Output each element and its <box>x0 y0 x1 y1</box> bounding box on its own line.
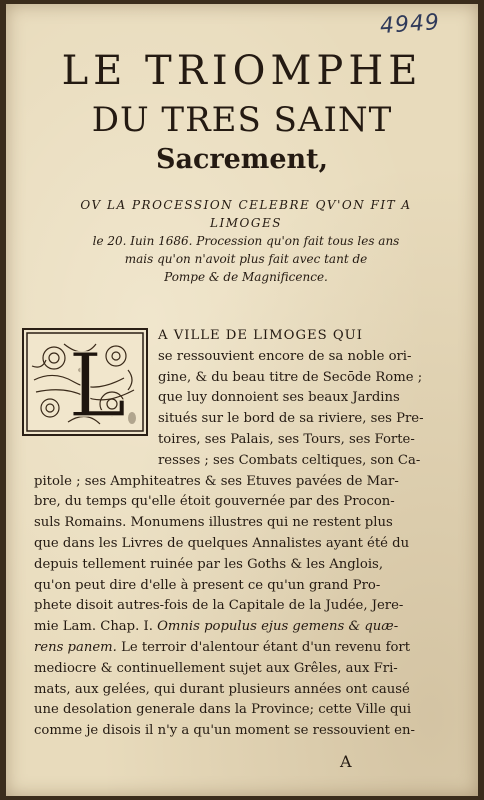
body-line: comme je disois il n'y a qu'un moment se ressouvient en- <box>34 723 415 739</box>
body-line: resses ; ses Combats celtiques, son Ca- <box>158 452 421 468</box>
body-line: pitole ; ses Amphiteatres & ses Etuves pavées de Mar- <box>34 473 399 489</box>
body-line: mediocre & continuellement sujet aux Grêles, aux Fri- <box>34 660 398 676</box>
catalog-number: 4949 <box>379 9 441 40</box>
title-line-2: DU TRES SAINT <box>91 100 393 140</box>
body-line: bre, du temps qu'elle étoit gouvernée par des Procon- <box>34 494 395 510</box>
title-line-3: Sacrement, <box>155 144 329 175</box>
body-line: depuis tellement ruinée par les Goths & les Anglois, <box>34 556 384 572</box>
body-line: toires, ses Palais, ses Tours, ses Forte- <box>158 431 415 447</box>
body-line: une desolation generale dans la Province; cette Ville qui <box>34 702 412 718</box>
body-line: gine, & du beau titre de Secōde Rome ; <box>158 369 423 385</box>
dropcap-letter: L <box>68 334 127 434</box>
body-line-text: Le terroir d'alentour étant d'un revenu fort <box>121 639 411 655</box>
body-line: se ressouvient encore de sa noble ori- <box>158 348 412 364</box>
subtitle-line-2: le 20. Iuin 1686. Procession qu'on fait tous les ans <box>92 234 400 248</box>
body-line: que dans les Livres de quelques Annalistes ayant été du <box>34 535 410 551</box>
title-line-1: LE TRIOMPHE <box>61 48 423 94</box>
document-page <box>6 4 478 796</box>
body-line <box>34 617 460 638</box>
body-line: suls Romains. Monumens illustres qui ne restent plus <box>34 515 393 531</box>
subtitle <box>46 196 446 286</box>
signature-mark: A <box>340 752 352 771</box>
body-line: que luy donnoient ses beaux Jardins <box>158 390 400 406</box>
body-line: situés sur le bord de sa riviere, ses Pre- <box>158 411 424 427</box>
body-line: A VILLE DE LIMOGES QUI <box>158 328 363 343</box>
latin-quote-end: rens panem. <box>34 639 117 655</box>
latin-quote: Omnis populus ejus gemens & quæ- <box>157 619 399 635</box>
body-text <box>34 326 460 742</box>
body-line-text: mie Lam. Chap. I. <box>34 619 153 635</box>
subtitle-line-4: Pompe & de Magnificence. <box>164 270 328 284</box>
body-line: mats, aux gelées, qui durant plusieurs années ont causé <box>34 681 410 697</box>
body-line: phete disoit autres-fois de la Capitale de la Judée, Jere- <box>34 598 404 614</box>
body-line <box>34 638 460 659</box>
body-line: qu'on peut dire d'elle à present ce qu'un grand Pro- <box>34 577 381 593</box>
subtitle-line-3: mais qu'on n'avoit plus fait avec tant de <box>124 252 368 266</box>
subtitle-line-1: OV LA PROCESSION CELEBRE QV'ON FIT A LIMOGES <box>80 198 412 230</box>
